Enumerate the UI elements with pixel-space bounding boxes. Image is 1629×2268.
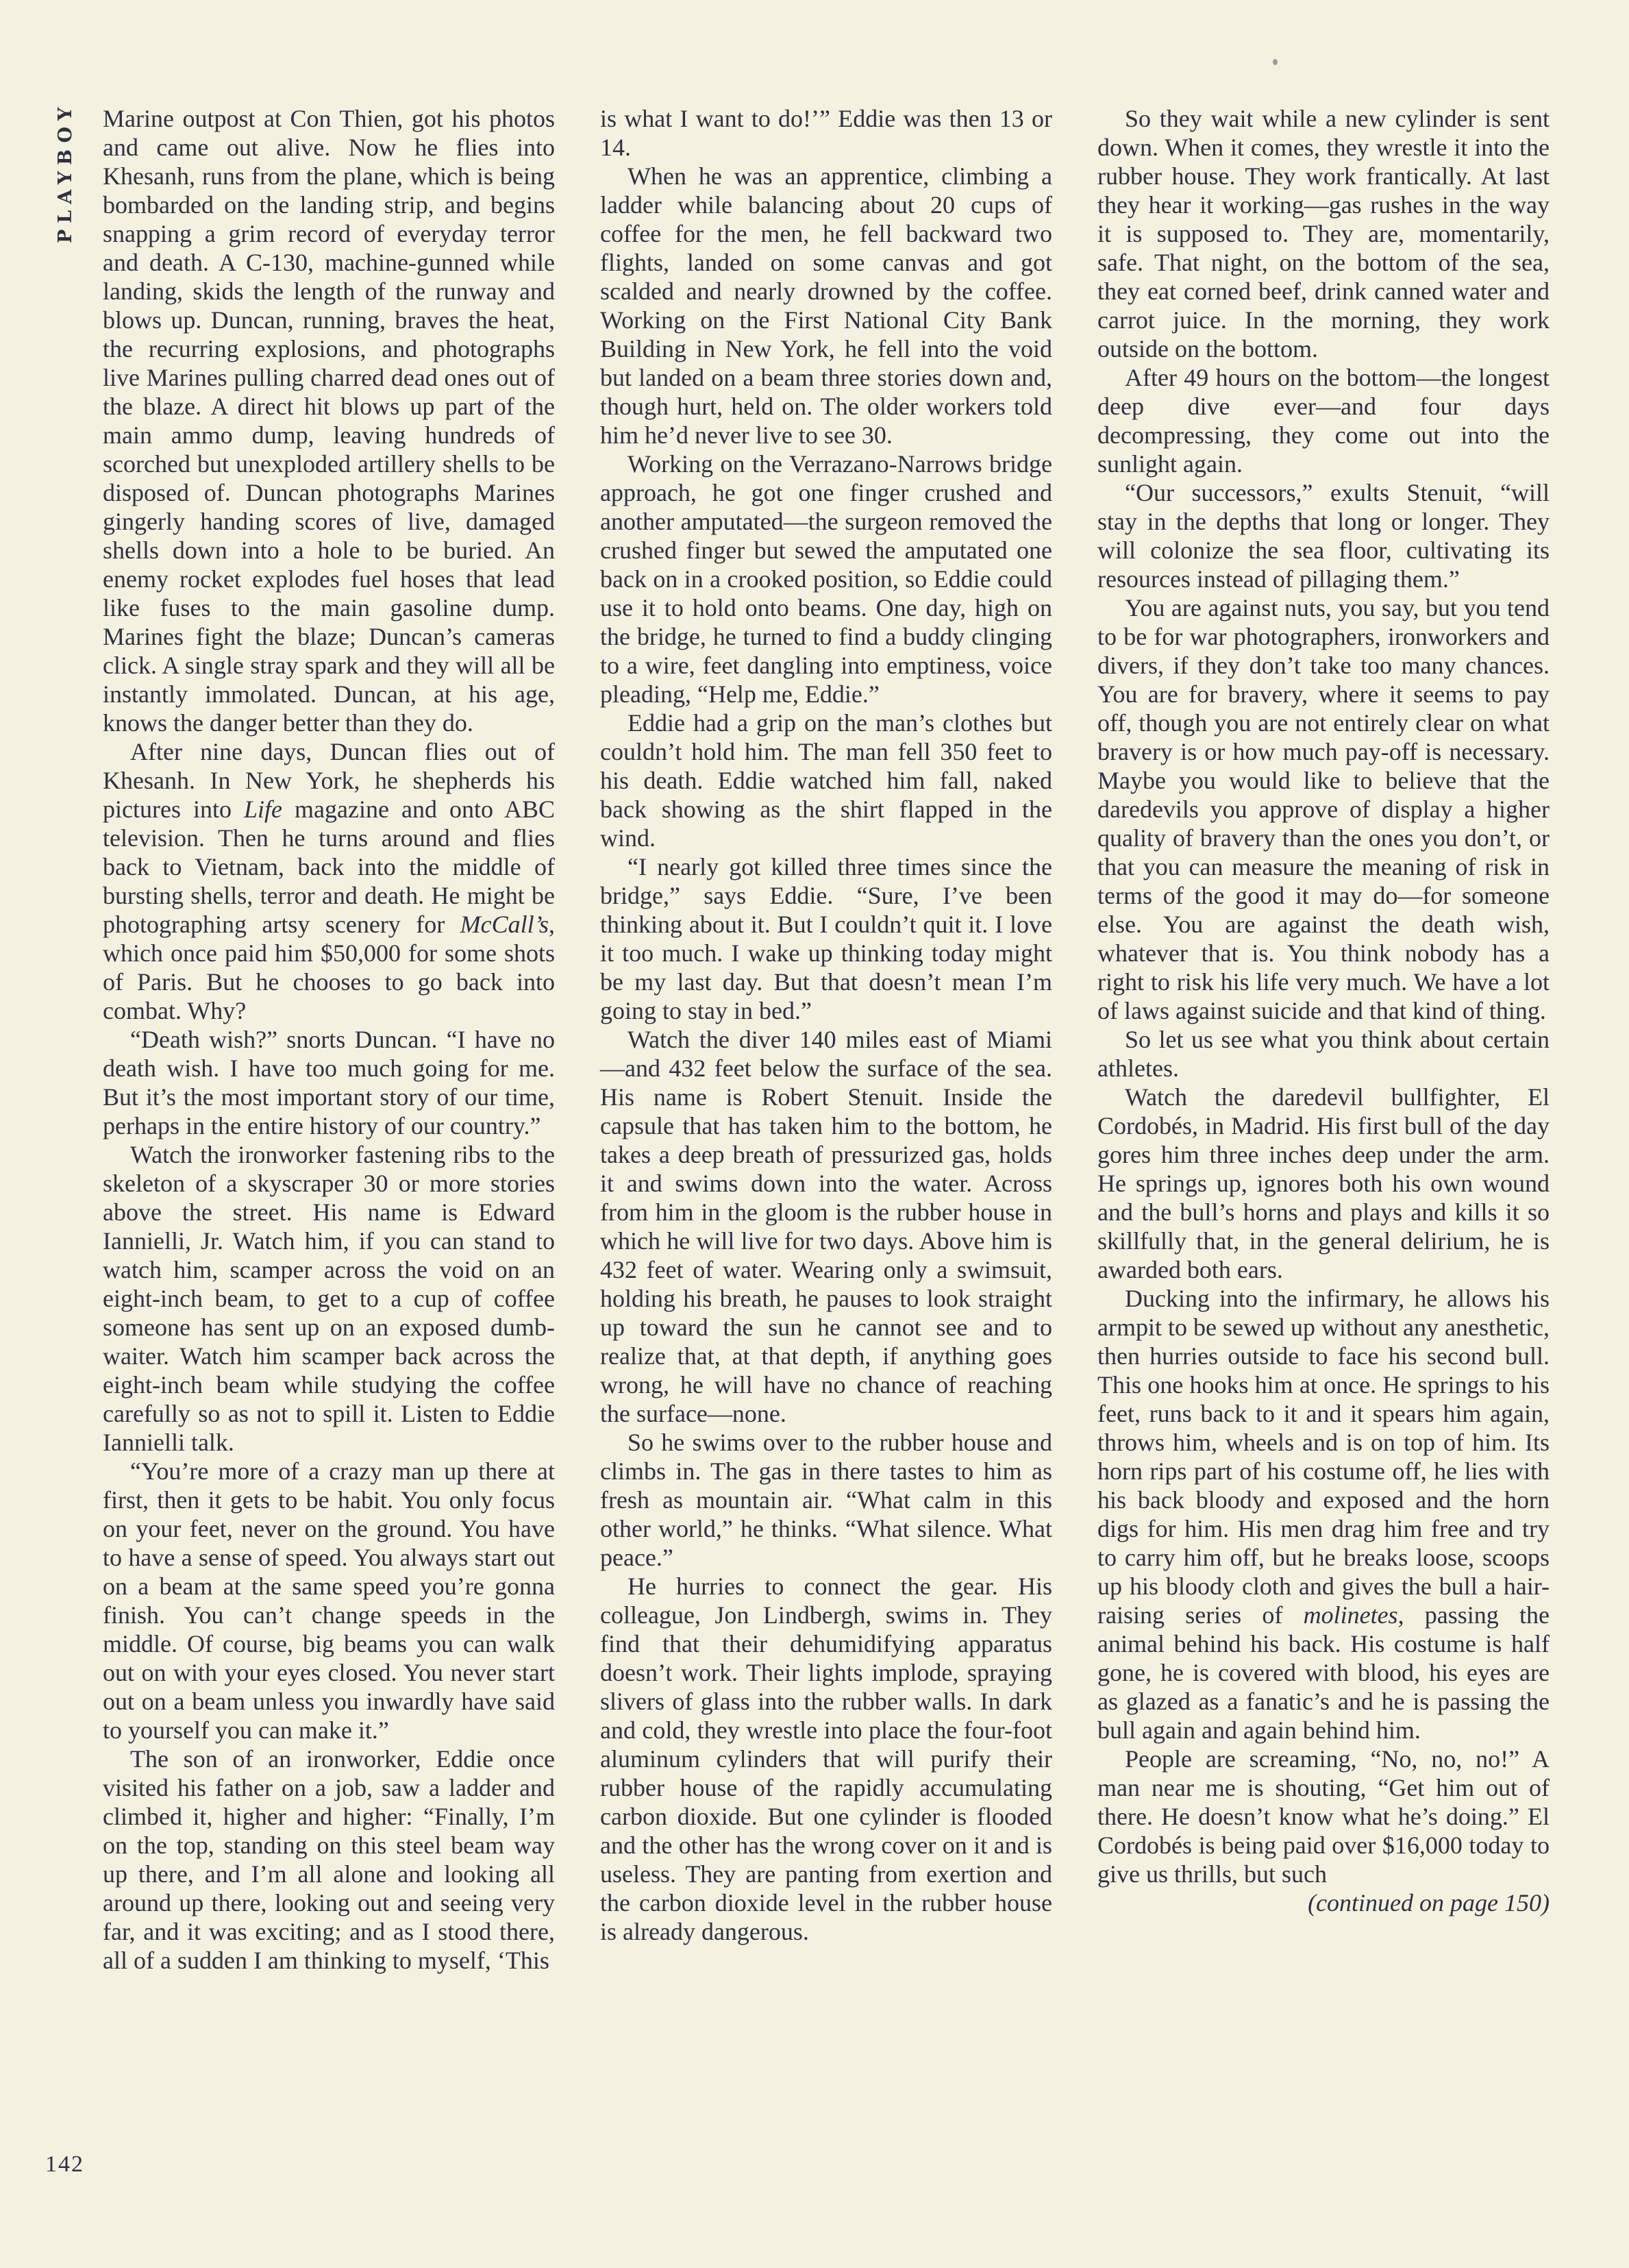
body-text: You are against nuts, you say, but you tend to be for war photographers, ironworkers and divers, if they don’t take too many chances. You are for bravery, where it seems to pay off, though you are not entirely clear on what bravery is or how much pay-off is necessary. Maybe you would like to believe that the daredevils you approve of display a higher quality of bravery than the ones you don’t, or that you can measure the meaning of risk in terms of the good it may do—for someone else. You are against the death wish, whatever that is. You think nobody has a right to risk his life very much. We have a lot of laws against suicide and that kind of thing. — [1097, 594, 1550, 1024]
body-text: “I nearly got killed three times since the bridge,” says Eddie. “Sure, I’ve been thinking about it. But I couldn’t quit it. I love it too much. I wake up thinking today might be my last day. But that doesn’t mean I’m going to stay in bed.” — [600, 853, 1052, 1024]
paragraph — [103, 1025, 555, 1140]
italic-text: McCall’s — [460, 911, 549, 938]
body-text: Watch the ironworker fastening ribs to the skeleton of a skyscraper 30 or more stories above the street. His name is Edward Iannielli, Jr. Watch him, if you can stand to watch him, scamper across the void on an eight-inch beam, to get to a cup of coffee someone has sent up on an exposed dumb-waiter. Watch him scamper back across the eight-inch beam while studying the coffee carefully so as not to spill it. Listen to Eddie Iannielli talk. — [103, 1141, 555, 1456]
paragraph — [1097, 1745, 1550, 1888]
paragraph — [1097, 363, 1550, 478]
paragraph — [600, 1428, 1052, 1572]
body-text: , passing the animal behind his back. His costume is half gone, he is covered with blood, his eyes are as glazed as a fanatic’s and he is passing the bull again and again behind him. — [1097, 1601, 1550, 1744]
body-text: After 49 hours on the bottom—the longest deep dive ever—and four days decompressing, they come out into the sunlight again. — [1097, 364, 1550, 478]
paragraph — [103, 1140, 555, 1457]
paragraph — [600, 162, 1052, 449]
body-text: Ducking into the infirmary, he allows his armpit to be sewed up without any anesthetic, then hurries outside to face his second bull. This one hooks him at once. He springs to his feet, runs back to it and it spears him again, throws him, wheels and is on top of him. Its horn rips part of his costume off, he lies with his back bloody and exposed and the horn digs for him. His men drag him free and try to carry him off, but he breaks loose, scoops up his bloody cloth and gives the bull a hair-raising series of — [1097, 1285, 1550, 1629]
paragraph — [1097, 478, 1550, 593]
body-text: Working on the Verrazano-Narrows bridge approach, he got one finger crushed and another amputated—the surgeon removed the crushed finger but sewed the amputated one back on in a crooked position, so Eddie could use it to hold onto beams. One day, high on the bridge, he turned to find a buddy clinging to a wire, feet dangling into emptiness, voice pleading, “Help me, Eddie.” — [600, 450, 1052, 708]
article-body — [103, 104, 1550, 1975]
body-text: People are screaming, “No, no, no!” A man near me is shouting, “Get him out of there. He doesn’t know what he’s doing.” El Cordobés is being paid over $16,000 today to give us thrills, but such — [1097, 1745, 1550, 1888]
paragraph — [103, 104, 555, 737]
body-text: The son of an ironworker, Eddie once visited his father on a job, saw a ladder and climbed it, higher and higher: “Finally, I’m on the top, standing on this steel beam way up there, and I’m all alone and looking all around up there, looking out and seeing very far, and it was exciting; and as I stood there, all of a sudden I am thinking to myself, ‘This — [103, 1745, 555, 1974]
paragraph — [103, 1457, 555, 1745]
body-text: is what I want to do!’” Eddie was then 13 or 14. — [600, 105, 1052, 161]
paragraph — [600, 1025, 1052, 1428]
body-text: magazine and onto ABC television. Then he turns around and flies back to Vietnam, back into the middle of bursting shells, terror and death. He might be photographing artsy scenery for — [103, 796, 556, 938]
paragraph — [600, 852, 1052, 1025]
text-column-2 — [600, 104, 1052, 1975]
paragraph — [600, 449, 1052, 708]
body-text: So they wait while a new cylinder is sent down. When it comes, they wrestle it into the rubber house. They work frantically. At last they hear it working—gas rushes in the way it is supposed to. They are, momentarily, safe. That night, on the bottom of the sea, they eat corned beef, drink canned water and carrot juice. In the morning, they work outside on the bottom. — [1097, 105, 1550, 362]
paragraph — [600, 104, 1052, 162]
body-text: So let us see what you think about certain athletes. — [1097, 1026, 1550, 1082]
paragraph — [1097, 104, 1550, 363]
body-text: , which once paid him $50,000 for some shots of Paris. But he chooses to go back into combat. Why? — [103, 911, 555, 1024]
body-text: So he swims over to the rubber house and climbs in. The gas in there tastes to him as fresh as mountain air. “What calm in this other world,” he thinks. “What silence. What peace.” — [600, 1429, 1052, 1571]
text-column-3 — [1097, 104, 1550, 1975]
body-text: Eddie had a grip on the man’s clothes but couldn’t hold him. The man fell 350 feet to his death. Eddie watched him fall, naked back showing as the shirt flapped in the wind. — [600, 709, 1052, 852]
italic-text: Life — [244, 796, 283, 823]
paragraph — [1097, 1083, 1550, 1284]
body-text: After nine days, Duncan flies out of Khesanh. In New York, he shepherds his pictures into — [103, 738, 555, 823]
paragraph — [103, 1745, 555, 1975]
body-text: He hurries to connect the gear. His colleague, Jon Lindbergh, swims in. They find that their dehumidifying apparatus doesn’t work. Their lights implode, spraying slivers of glass into the rubber walls. In dark and cold, they wrestle into place the four-foot aluminum cylinders that will purify their rubber house of the rapidly accumulating carbon dioxide. But one cylinder is flooded and the other has the wrong cover on it and is useless. They are panting from exertion and the carbon dioxide level in the rubber house is already dangerous. — [600, 1573, 1052, 1945]
paragraph — [1097, 593, 1550, 1025]
body-text: Watch the daredevil bullfighter, El Cordobés, in Madrid. His first bull of the day gores him three inches deep under the arm. He springs up, ignores both his own wound and the bull’s horns and plays and kills it so skillfully that, in the general delirium, he is awarded both ears. — [1097, 1083, 1550, 1283]
paragraph — [1097, 1284, 1550, 1745]
italic-text: molinetes — [1303, 1601, 1398, 1629]
paragraph — [600, 1572, 1052, 1946]
continued-note: (continued on page 150) — [1308, 1889, 1550, 1916]
print-speck — [1273, 59, 1278, 65]
paragraph — [600, 708, 1052, 852]
page-number: 142 — [45, 2152, 84, 2177]
paragraph — [1097, 1025, 1550, 1083]
text-column-1 — [103, 104, 555, 1975]
playboy-masthead: PLAYBOY — [55, 101, 76, 243]
body-text: “Death wish?” snorts Duncan. “I have no death wish. I have too much going for me. But it’s the most important story of our time, perhaps in the entire history of our country.” — [103, 1026, 555, 1139]
body-text: Marine outpost at Con Thien, got his photos and came out alive. Now he flies into Khesanh, runs from the plane, which is being bombarded on the landing strip, and begins snapping a grim record of everyday terror and death. A C-130, machine-gunned while landing, skids the length of the runway and blows up. Duncan, running, braves the heat, the recurring explosions, and photographs live Marines pulling charred dead ones out of the blaze. A direct hit blows up part of the main ammo dump, leaving hundreds of scorched but unexploded artillery shells to be disposed of. Duncan photographs Marines gingerly handing scores of live, damaged shells down into a hole to be buried. An enemy rocket explodes fuel hoses that lead like fuses to the main gasoline dump. Marines fight the blaze; Duncan’s cameras click. A single stray spark and they will all be instantly immolated. Duncan, at his age, knows the danger better than they do. — [103, 105, 555, 737]
body-text: When he was an apprentice, climbing a ladder while balancing about 20 cups of coffee for the men, he fell backward two flights, landed on some canvas and got scalded and nearly drowned by the coffee. Working on the First National City Bank Building in New York, he fell into the void but landed on a beam three stories down and, though hurt, held on. The older workers told him he’d never live to see 30. — [600, 162, 1052, 449]
paragraph — [103, 737, 555, 1025]
body-text: “You’re more of a crazy man up there at first, then it gets to be habit. You only focus on your feet, never on the ground. You have to have a sense of speed. You always start out on a beam at the same speed you’re gonna finish. You can’t change speeds in the middle. Of course, big beams you can walk out on with your eyes closed. You never start out on a beam unless you inwardly have said to yourself you can make it.” — [103, 1457, 555, 1744]
body-text: “Our successors,” exults Stenuit, “will stay in the depths that long or longer. They will colonize the sea floor, cultivating its resources instead of pillaging them.” — [1097, 479, 1550, 593]
body-text: Watch the diver 140 miles east of Miami—and 432 feet below the surface of the sea. His name is Robert Stenuit. Inside the capsule that has taken him to the bottom, he takes a deep breath of pressurized gas, holds it and swims down into the water. Across from him in the gloom is the rubber house in which he will live for two days. Above him is 432 feet of water. Wearing only a swimsuit, holding his breath, he pauses to look straight up toward the sun he cannot see and to realize that, at that depth, if anything goes wrong, he will have no chance of reaching the surface—none. — [600, 1026, 1052, 1427]
